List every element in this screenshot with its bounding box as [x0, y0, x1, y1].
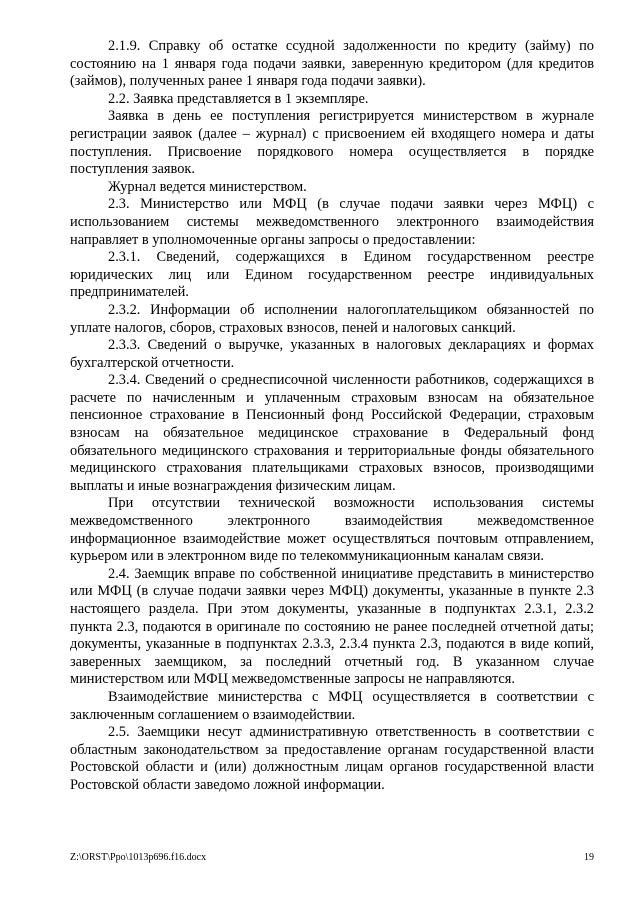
paragraph-no-technical-possibility: При отсутствии технической возможности использования системы межведомственного электронного взаимодействия межведомственное информационное взаимодействие может осуществляться почтовым отправлением, курьером или в электронном виде по телекоммуникационным каналам связи.: [70, 495, 594, 565]
paragraph-2-3: 2.3. Министерство или МФЦ (в случае подачи заявки через МФЦ) с использованием системы межведомственного электронного взаимодействия направляет в уполномоченные органы запросы о предоставлении:: [70, 196, 594, 248]
paragraph-2-4: 2.4. Заемщик вправе по собственной инициативе представить в министерство или МФЦ (в случае подачи заявки через МФЦ) документы, указанные в пункте 2.3 настоящего раздела. При этом документы, указанные в подпунктах 2.3.1, 2.3.2 пункта 2.3, подаются в оригинале по состоянию не ранее последней отчетной даты; документы, указанные в подпунктах 2.3.3, 2.3.4 пункта 2.3, подаются в виде копий, заверенных заемщиком, за последний отчетный год. В указанном случае министерством или МФЦ межведомственные запросы не направляются.: [70, 565, 594, 688]
page-number: 19: [584, 852, 594, 863]
paragraph-journal: Журнал ведется министерством.: [108, 178, 307, 195]
paragraph-registration: Заявка в день ее поступления регистрируется министерством в журнале регистрации заявок (далее – журнал) с присвоением ей входящего номера и даты поступления. Присвоение порядкового номера осуществляется в порядке поступления заявок.: [70, 108, 594, 178]
paragraph-2-2: 2.2. Заявка представляется в 1 экземпляре.: [108, 90, 369, 107]
paragraph-2-1-9: 2.1.9. Справку об остатке ссудной задолженности по кредиту (займу) по состоянию на 1 января года подачи заявки, заверенную кредитором (для кредитов (займов), полученных ранее 1 января года подачи заявки).: [70, 38, 594, 90]
footer-file-path: Z:\ORST\Ppo\1013p696.f16.docx: [70, 852, 207, 863]
paragraph-2-5: 2.5. Заемщики несут административную ответственность в соответствии с областным законодательством за предоставление органам государственной власти Ростовской области и (или) должностным лицам органов государственной власти Ростовской области заведомо ложной информации.: [70, 724, 594, 793]
paragraph-2-3-2: 2.3.2. Информации об исполнении налогоплательщиком обязанностей по уплате налогов, сборов, страховых взносов, пеней и налоговых санкций.: [70, 301, 594, 336]
document-body: [70, 38, 594, 795]
paragraph-2-3-4: 2.3.4. Сведений о среднесписочной численности работников, содержащихся в расчете по начисленным и уплаченным страховым взносам на обязательное пенсионное страхование в Пенсионный фонд Российской Федерации, страховым взносам на обязательное медицинское страхование в Федеральный фонд обязательного медицинского страхования и территориальные фонды обязательного медицинского страхования плательщиками страховых взносов, производящими выплаты и иные вознаграждения физическим лицам.: [70, 372, 594, 494]
paragraph-2-3-1: 2.3.1. Сведений, содержащихся в Едином государственном реестре юридических лиц или Едином государственном реестре индивидуальных предпринимателей.: [70, 249, 594, 301]
page-footer: [70, 852, 594, 866]
paragraph-mfc-interaction: Взаимодействие министерства с МФЦ осуществляется в соответствии с заключенным соглашением о взаимодействии.: [70, 688, 594, 723]
paragraph-2-3-3: 2.3.3. Сведений о выручке, указанных в налоговых декларациях и формах бухгалтерской отчетности.: [70, 337, 594, 371]
